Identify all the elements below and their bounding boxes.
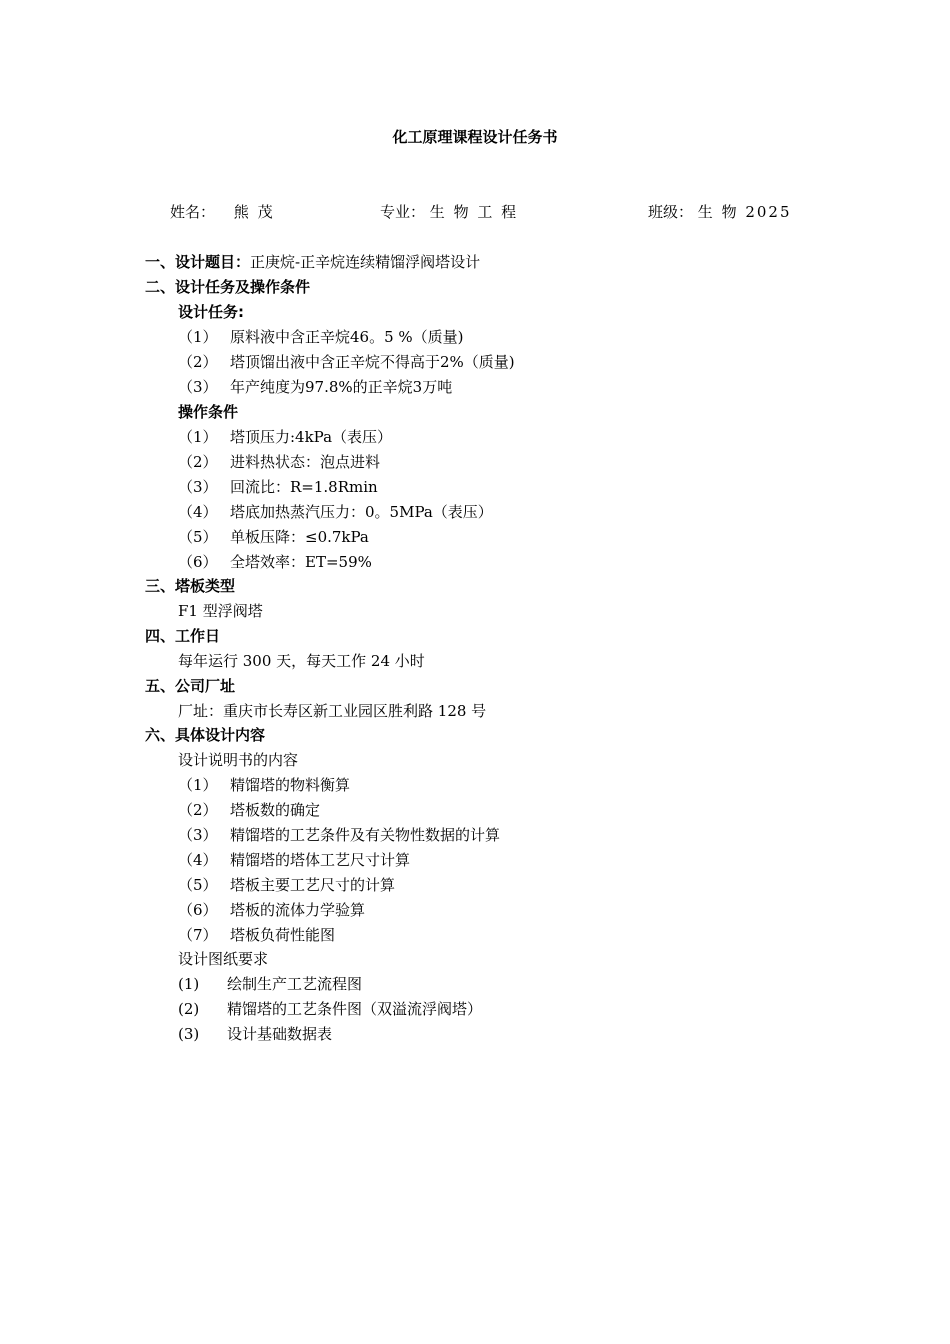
drawing-item — [178, 997, 482, 1021]
class-value: 生 物 2025 — [697, 203, 792, 221]
condition-text: 塔顶压力:4kPa（表压） — [230, 428, 393, 446]
task-item — [178, 350, 515, 374]
manual-num: （2） — [178, 801, 218, 819]
condition-num: （1） — [178, 428, 218, 446]
class-label: 班级： — [648, 203, 694, 221]
manual-num: （6） — [178, 901, 218, 919]
operating-conditions-label: 操作条件 — [178, 403, 239, 421]
condition-num: （6） — [178, 553, 218, 571]
manual-num: （4） — [178, 851, 218, 869]
manual-item — [178, 798, 320, 822]
condition-item — [178, 550, 372, 574]
major-value: 生 物 工 程 — [429, 203, 519, 221]
section-5-heading: 五、公司厂址 — [145, 677, 236, 695]
task-num: （3） — [178, 378, 218, 396]
task-num: （1） — [178, 328, 218, 346]
section-6-heading: 六、具体设计内容 — [145, 726, 266, 744]
section-1-heading — [145, 250, 480, 274]
condition-num: （2） — [178, 453, 218, 471]
drawing-num: (2) — [178, 1000, 200, 1018]
manual-item — [178, 773, 350, 797]
drawing-text: 精馏塔的工艺条件图（双溢流浮阀塔） — [227, 1000, 483, 1018]
condition-item — [178, 450, 380, 474]
manual-num: （3） — [178, 826, 218, 844]
manual-text: 塔板数的确定 — [230, 801, 321, 819]
drawing-num: (3) — [178, 1025, 200, 1043]
condition-num: （3） — [178, 478, 218, 496]
condition-item — [178, 525, 369, 549]
manual-content-label: 设计说明书的内容 — [178, 751, 299, 769]
condition-item — [178, 425, 392, 449]
manual-text: 精馏塔的塔体工艺尺寸计算 — [230, 851, 411, 869]
drawing-num: (1) — [178, 975, 200, 993]
condition-item — [178, 475, 378, 499]
student-info-row — [0, 201, 950, 223]
section-3-text: F1 型浮阀塔 — [178, 602, 263, 620]
name-label: 姓名： — [170, 203, 216, 221]
manual-text: 塔板的流体力学验算 — [230, 901, 366, 919]
task-text: 年产纯度为97.8%的正辛烷3万吨 — [230, 378, 453, 396]
drawing-text: 绘制生产工艺流程图 — [227, 975, 363, 993]
task-item — [178, 375, 452, 399]
drawing-item — [178, 972, 362, 996]
condition-text: 塔底加热蒸汽压力：0。5MPa（表压） — [230, 503, 493, 521]
task-text: 塔顶馏出液中含正辛烷不得高于2%（质量) — [230, 353, 515, 371]
manual-text: 精馏塔的工艺条件及有关物性数据的计算 — [230, 826, 501, 844]
manual-item — [178, 923, 335, 947]
name-value: 熊 茂 — [233, 203, 275, 221]
major-label: 专业： — [380, 203, 426, 221]
manual-num: （1） — [178, 776, 218, 794]
task-num: （2） — [178, 353, 218, 371]
manual-text: 精馏塔的物料衡算 — [230, 776, 351, 794]
task-item — [178, 325, 464, 349]
manual-text: 塔板主要工艺尺寸的计算 — [230, 876, 396, 894]
condition-text: 单板压降：≤0.7kPa — [230, 528, 369, 546]
manual-item — [178, 873, 395, 897]
manual-item — [178, 823, 500, 847]
task-text: 原料液中含正辛烷46。5 %（质量) — [230, 328, 464, 346]
drawing-item — [178, 1022, 332, 1046]
manual-item — [178, 848, 410, 872]
student-class — [648, 201, 792, 222]
condition-num: （4） — [178, 503, 218, 521]
manual-item — [178, 898, 365, 922]
section-4-text: 每年运行 300 天，每天工作 24 小时 — [178, 652, 425, 670]
manual-num: （5） — [178, 876, 218, 894]
section-5-text: 厂址：重庆市长寿区新工业园区胜利路 128 号 — [178, 702, 487, 720]
condition-item — [178, 500, 493, 524]
student-name — [170, 201, 275, 222]
manual-text: 塔板负荷性能图 — [230, 926, 336, 944]
section-1-text: 正庚烷-正辛烷连续精馏浮阀塔设计 — [250, 253, 481, 271]
drawing-text: 设计基础数据表 — [227, 1025, 333, 1043]
condition-text: 回流比：R=1.8Rmin — [230, 478, 378, 496]
section-3-heading: 三、塔板类型 — [145, 577, 236, 595]
condition-text: 全塔效率：ET=59% — [230, 553, 372, 571]
section-4-heading: 四、工作日 — [145, 627, 221, 645]
drawing-requirements-label: 设计图纸要求 — [178, 950, 269, 968]
condition-text: 进料热状态：泡点进料 — [230, 453, 381, 471]
document-title: 化工原理课程设计任务书 — [392, 128, 558, 146]
design-task-label: 设计任务: — [178, 303, 244, 321]
section-2-heading: 二、设计任务及操作条件 — [145, 278, 311, 296]
student-major — [380, 201, 518, 222]
section-1-title: 一、设计题目： — [145, 253, 251, 271]
condition-num: （5） — [178, 528, 218, 546]
manual-num: （7） — [178, 926, 218, 944]
